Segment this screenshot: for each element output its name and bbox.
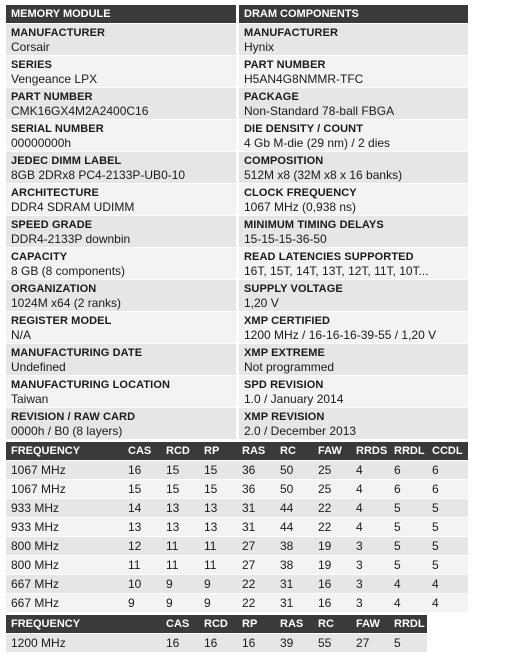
- dram-spec-label: SPD REVISION: [244, 379, 324, 391]
- xmp-col-header: RAS: [275, 615, 313, 634]
- dram-spec-cell: [239, 375, 468, 407]
- dram-spec-label: XMP EXTREME: [244, 347, 325, 359]
- spec-row: [6, 23, 468, 55]
- timing-col-header: CAS: [123, 442, 161, 461]
- dram-spec-cell: [239, 311, 468, 343]
- module-spec-value: Corsair: [11, 40, 50, 54]
- module-spec-label: SPEED GRADE: [11, 219, 93, 231]
- xmp-col-header: FAW: [351, 615, 389, 634]
- timing-cell: 5: [389, 518, 427, 537]
- timing-header-row: [6, 442, 468, 461]
- spec-list: [6, 23, 468, 439]
- timing-cell: 800 MHz: [6, 537, 123, 556]
- dram-spec-label: DIE DENSITY / COUNT: [244, 123, 364, 135]
- dram-spec-cell: [239, 279, 468, 311]
- dram-spec-value: Not programmed: [244, 360, 335, 374]
- module-spec-value: Vengeance LPX: [11, 72, 98, 86]
- timing-cell: 44: [275, 518, 313, 537]
- timing-cell: 31: [275, 575, 313, 594]
- dram-spec-value: 512M x8 (32M x8 x 16 banks): [244, 168, 403, 182]
- spec-row: [6, 311, 468, 343]
- dram-spec-label: XMP REVISION: [244, 411, 325, 423]
- module-spec-label: CAPACITY: [11, 251, 68, 263]
- timing-cell: 13: [161, 499, 199, 518]
- dram-spec-value: 1200 MHz / 16-16-16-39-55 / 1,20 V: [244, 328, 437, 342]
- timing-cell: 800 MHz: [6, 556, 123, 575]
- xmp-col-header: RC: [313, 615, 351, 634]
- dram-spec-cell: [239, 87, 468, 119]
- timing-cell: 44: [275, 499, 313, 518]
- section-header-row: [6, 5, 468, 23]
- module-spec-label: MANUFACTURING DATE: [11, 347, 143, 359]
- module-spec-value: Taiwan: [11, 392, 49, 406]
- dram-spec-cell: [239, 215, 468, 247]
- timing-row: [6, 480, 468, 499]
- timing-cell: 4: [351, 461, 389, 480]
- timing-cell: 933 MHz: [6, 518, 123, 537]
- spec-row: [6, 343, 468, 375]
- spec-row: [6, 87, 468, 119]
- dram-spec-label: CLOCK FREQUENCY: [244, 187, 357, 199]
- dram-spec-label: READ LATENCIES SUPPORTED: [244, 251, 414, 263]
- dram-spec-label: PART NUMBER: [244, 59, 326, 71]
- dram-spec-label: MINIMUM TIMING DELAYS: [244, 219, 384, 231]
- module-spec-label: SERIES: [11, 59, 52, 71]
- timing-cell: 9: [123, 594, 161, 613]
- timing-col-header: RAS: [237, 442, 275, 461]
- timing-cell: 4: [351, 499, 389, 518]
- timing-cell: 4: [351, 518, 389, 537]
- dram-components-header: DRAM COMPONENTS: [239, 5, 468, 23]
- timing-cell: 933 MHz: [6, 499, 123, 518]
- timing-row: [6, 499, 468, 518]
- timing-cell: 9: [161, 575, 199, 594]
- module-spec-value: 0000h / B0 (8 layers): [11, 424, 123, 438]
- timing-cell: 11: [161, 537, 199, 556]
- module-spec-label: SERIAL NUMBER: [11, 123, 104, 135]
- dram-spec-cell: [239, 407, 468, 439]
- dram-spec-value: 1.0 / January 2014: [244, 392, 344, 406]
- timing-cell: 667 MHz: [6, 575, 123, 594]
- module-spec-cell: [6, 151, 236, 183]
- timing-cell: 4: [351, 480, 389, 499]
- timing-cell: 6: [427, 480, 468, 499]
- timing-cell: 5: [389, 556, 427, 575]
- module-spec-label: MANUFACTURING LOCATION: [11, 379, 171, 391]
- dram-spec-label: COMPOSITION: [244, 155, 324, 167]
- dram-spec-value: 1067 MHz (0,938 ns): [244, 200, 357, 214]
- spec-row: [6, 279, 468, 311]
- xmp-cell: 1200 MHz: [6, 634, 161, 653]
- module-spec-value: 8 GB (8 components): [11, 264, 126, 278]
- dram-spec-value: 15-15-15-36-50: [244, 232, 327, 246]
- module-spec-cell: [6, 407, 236, 439]
- timing-row: [6, 594, 468, 613]
- timing-row: [6, 537, 468, 556]
- timing-cell: 667 MHz: [6, 594, 123, 613]
- timing-cell: 13: [199, 499, 237, 518]
- timing-cell: 19: [313, 556, 351, 575]
- dram-spec-cell: [239, 55, 468, 87]
- timing-row: [6, 556, 468, 575]
- xmp-cell: 27: [351, 634, 389, 653]
- timing-cell: 6: [389, 461, 427, 480]
- spec-row: [6, 119, 468, 151]
- timing-cell: 15: [199, 480, 237, 499]
- timing-cell: 38: [275, 556, 313, 575]
- timing-cell: 9: [199, 594, 237, 613]
- timing-cell: 3: [351, 556, 389, 575]
- timing-cell: 38: [275, 537, 313, 556]
- timing-cell: 1067 MHz: [6, 461, 123, 480]
- timing-row: [6, 518, 468, 537]
- dram-spec-label: PACKAGE: [244, 91, 299, 103]
- module-spec-label: REVISION / RAW CARD: [11, 411, 136, 423]
- timing-cell: 15: [199, 461, 237, 480]
- xmp-cell: 55: [313, 634, 351, 653]
- dram-spec-label: SUPPLY VOLTAGE: [244, 283, 343, 295]
- timing-cell: 5: [427, 556, 468, 575]
- xmp-cell: 16: [237, 634, 275, 653]
- timing-cell: 9: [199, 575, 237, 594]
- module-spec-value: 00000000h: [11, 136, 72, 150]
- dram-spec-value: 1,20 V: [244, 296, 279, 310]
- xmp-cell: 39: [275, 634, 313, 653]
- timing-cell: 31: [237, 499, 275, 518]
- timing-cell: 31: [237, 518, 275, 537]
- timing-cell: 5: [427, 499, 468, 518]
- xmp-col-header: RCD: [199, 615, 237, 634]
- module-spec-value: CMK16GX4M2A2400C16: [11, 104, 149, 118]
- timing-cell: 14: [123, 499, 161, 518]
- timing-cell: 15: [161, 480, 199, 499]
- timing-col-header: RRDS: [351, 442, 389, 461]
- timing-cell: 6: [427, 461, 468, 480]
- module-spec-cell: [6, 23, 236, 55]
- timing-col-header: CCDL: [427, 442, 468, 461]
- dram-spec-value: H5AN4G8NMMR-TFC: [244, 72, 364, 86]
- memory-module-header: MEMORY MODULE: [6, 5, 236, 23]
- module-spec-value: 1024M x64 (2 ranks): [11, 296, 122, 310]
- timing-cell: 5: [389, 499, 427, 518]
- timing-cell: 27: [237, 537, 275, 556]
- timing-cell: 22: [237, 594, 275, 613]
- module-spec-label: MANUFACTURER: [11, 27, 106, 39]
- spec-row: [6, 247, 468, 279]
- module-spec-label: ARCHITECTURE: [11, 187, 99, 199]
- timing-cell: 5: [389, 537, 427, 556]
- xmp-col-header: FREQUENCY: [6, 615, 161, 634]
- timing-table: [6, 442, 468, 612]
- timing-cell: 25: [313, 480, 351, 499]
- spec-row: [6, 375, 468, 407]
- timing-row: [6, 575, 468, 594]
- timing-col-header: RP: [199, 442, 237, 461]
- timing-cell: 25: [313, 461, 351, 480]
- spec-row: [6, 215, 468, 247]
- module-spec-value: DDR4-2133P downbin: [11, 232, 131, 246]
- module-spec-cell: [6, 119, 236, 151]
- module-spec-cell: [6, 375, 236, 407]
- timing-cell: 36: [237, 480, 275, 499]
- timing-cell: 36: [237, 461, 275, 480]
- timing-cell: 11: [123, 556, 161, 575]
- timing-col-header: FAW: [313, 442, 351, 461]
- timing-cell: 16: [313, 575, 351, 594]
- timing-cell: 15: [123, 480, 161, 499]
- timing-cell: 4: [427, 575, 468, 594]
- dram-spec-label: MANUFACTURER: [244, 27, 339, 39]
- timing-col-header: RRDL: [389, 442, 427, 461]
- dram-spec-cell: [239, 183, 468, 215]
- timing-cell: 1067 MHz: [6, 480, 123, 499]
- timing-cell: 3: [351, 594, 389, 613]
- module-spec-cell: [6, 55, 236, 87]
- timing-cell: 4: [389, 575, 427, 594]
- timing-row: [6, 461, 468, 480]
- xmp-col-header: RRDL: [389, 615, 427, 634]
- timing-cell: 13: [123, 518, 161, 537]
- timing-cell: 3: [351, 537, 389, 556]
- timing-cell: 19: [313, 537, 351, 556]
- timing-cell: 3: [351, 575, 389, 594]
- spec-row: [6, 151, 468, 183]
- dram-spec-value: 4 Gb M-die (29 nm) / 2 dies: [244, 136, 391, 150]
- timing-cell: 16: [313, 594, 351, 613]
- module-spec-label: PART NUMBER: [11, 91, 93, 103]
- dram-spec-cell: [239, 151, 468, 183]
- timing-cell: 11: [199, 537, 237, 556]
- spd-info-panel: [6, 5, 468, 652]
- dram-spec-value: Non-Standard 78-ball FBGA: [244, 104, 395, 118]
- module-spec-cell: [6, 215, 236, 247]
- module-spec-cell: [6, 183, 236, 215]
- xmp-row: [6, 634, 468, 653]
- spec-row: [6, 55, 468, 87]
- module-spec-value: 8GB 2DRx8 PC4-2133P-UB0-10: [11, 168, 186, 182]
- timing-cell: 6: [389, 480, 427, 499]
- timing-cell: 5: [427, 518, 468, 537]
- timing-cell: 22: [313, 499, 351, 518]
- dram-spec-cell: [239, 119, 468, 151]
- timing-cell: 12: [123, 537, 161, 556]
- xmp-col-header: CAS: [161, 615, 199, 634]
- module-spec-label: ORGANIZATION: [11, 283, 97, 295]
- module-spec-value: DDR4 SDRAM UDIMM: [11, 200, 135, 214]
- module-spec-cell: [6, 343, 236, 375]
- xmp-cell: 5: [389, 634, 427, 653]
- module-spec-value: Undefined: [11, 360, 66, 374]
- timing-col-header: RC: [275, 442, 313, 461]
- timing-cell: 5: [427, 537, 468, 556]
- dram-spec-cell: [239, 247, 468, 279]
- dram-spec-cell: [239, 23, 468, 55]
- timing-cell: 31: [275, 594, 313, 613]
- dram-spec-value: 16T, 15T, 14T, 13T, 12T, 11T, 10T...: [244, 264, 429, 278]
- module-spec-cell: [6, 247, 236, 279]
- module-spec-cell: [6, 87, 236, 119]
- timing-cell: 15: [161, 461, 199, 480]
- timing-cell: 11: [199, 556, 237, 575]
- timing-col-header: FREQUENCY: [6, 442, 123, 461]
- xmp-col-header: RP: [237, 615, 275, 634]
- timing-col-header: RCD: [161, 442, 199, 461]
- xmp-timing-table: [6, 615, 468, 652]
- timing-cell: 13: [199, 518, 237, 537]
- xmp-header-row: [6, 615, 468, 634]
- xmp-cell: 16: [161, 634, 199, 653]
- dram-spec-label: XMP CERTIFIED: [244, 315, 331, 327]
- spec-row: [6, 407, 468, 439]
- timing-cell: 50: [275, 461, 313, 480]
- timing-cell: 4: [427, 594, 468, 613]
- module-spec-value: N/A: [11, 328, 32, 342]
- timing-cell: 16: [123, 461, 161, 480]
- timing-cell: 27: [237, 556, 275, 575]
- spec-row: [6, 183, 468, 215]
- module-spec-cell: [6, 279, 236, 311]
- timing-cell: 22: [313, 518, 351, 537]
- module-spec-label: REGISTER MODEL: [11, 315, 112, 327]
- timing-cell: 4: [389, 594, 427, 613]
- dram-spec-cell: [239, 343, 468, 375]
- timing-cell: 9: [161, 594, 199, 613]
- dram-spec-value: Hynix: [244, 40, 275, 54]
- dram-spec-value: 2.0 / December 2013: [244, 424, 357, 438]
- timing-cell: 50: [275, 480, 313, 499]
- module-spec-label: JEDEC DIMM LABEL: [11, 155, 122, 167]
- xmp-cell: 16: [199, 634, 237, 653]
- timing-cell: 11: [161, 556, 199, 575]
- module-spec-cell: [6, 311, 236, 343]
- timing-cell: 10: [123, 575, 161, 594]
- timing-cell: 22: [237, 575, 275, 594]
- timing-cell: 13: [161, 518, 199, 537]
